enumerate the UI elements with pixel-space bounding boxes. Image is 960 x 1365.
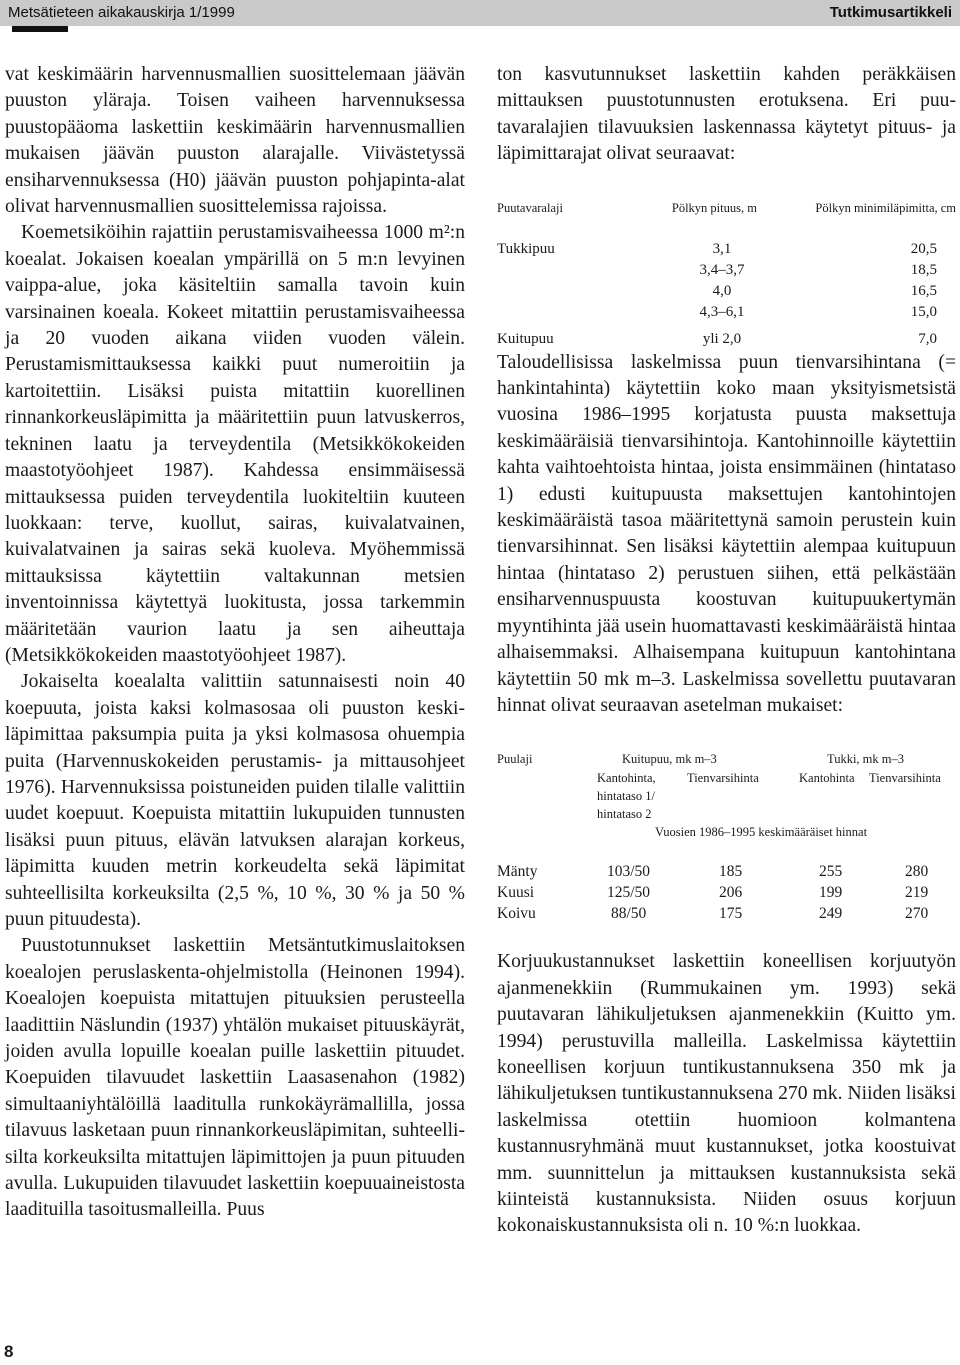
right-column xyxy=(497,62,956,1240)
table-cell xyxy=(497,260,647,281)
table-cell: 206 xyxy=(719,884,743,902)
header-accent-bar xyxy=(12,26,68,32)
paragraph: Jokaiselta koealalta valittiin satunnaisesti noin 40 koepuuta, joista kaksi kolmasosaa oli puuston keskiläpimittaa paksumpia puita ja yksi kolmasosa ohuempia puita (Harvennuskokeiden perustamis- ja mittausohjeet 1976). Harvennuksissa poistuneiden puiden tilalle valittiin uudet koepuut. Koepuista mitattiin lukupuiden tunnusten lisäksi puun pituus, elävän latvuksen alarajan korkeus, läpimitta kuuden metrin korkeudelta sekä läpimitat suhteellisilta korkeuksilta (2,5 %, 10 %, 30 % ja 50 % puun pituudesta). xyxy=(5,671,465,930)
header-cell: Pölkyn minimiläpimitta, cm xyxy=(815,200,957,215)
table-cell: 4,0 xyxy=(712,282,732,299)
table-cell: 270 xyxy=(905,905,929,923)
dimension-table xyxy=(497,198,956,350)
table-cell: 3,1 xyxy=(712,240,732,257)
table-cell: Kuitupuu xyxy=(497,330,554,347)
page-number: 8 xyxy=(4,1342,14,1361)
paragraph: Koemetsiköihin rajattiin perustamisvaiheessa 1000 m²:n koealat. Jokaisen koealan ympärillä on 5 m:n levyinen vaippa-alue, joka käsiteltiin samalla tavoin kuin varsinainen koeala. Kokeet mitattiin perustamisvaiheessa ja 20 vuoden aikana viiden vuoden välein. Perustamismittauksessa kaikki puut numeroitiin ja kartoitettiin. Lisäksi puista mitattiin kuorellinen rinnankorkeusläpimitta ja määritettiin puun latvuskerros, tekninen laatu ja terveydentila (Metsikkökokeiden maastotyöohjeet 1987). Kahdessa ensimmäisessä mittauksessa puiden terveydentila luokiteltiin kuuteen luokkaan: terve, kuollut, sairas, kuivalatvainen, kuivalatvainen ja sairas sekä kuoleva. Myöhemmissä mittauksissa käytettiin valtakunnan metsien inventoinnissa käytettyä luokitusta, jossa tarkemmin määritetään vaurion laatu ja sen aiheuttaja (Metsikkökokeiden maastotyöohjeet 1987). xyxy=(5,222,465,666)
section-label: Tutkimusartikkeli xyxy=(829,4,952,21)
paragraph: Puustotunnukset laskettiin Metsäntutkimuslaitoksen koealojen peruslaskenta-ohjelmistolla (Heinonen 1994). Koealojen koepuista mitattujen pituuksien perusteella laadittiin Näslundin (1937) yhtälön mukaiset pituuskäyrät, joiden avulla lopuille koealan puille laskettiin pituudet. Koepuiden tilavuudet laskettiin Laasasenahon (1982) simultaaniyhtälöillä laaditulla runkokäyrämallilla, jossa tilavuus lasketaan puun rinnankorkeusläpimitan, suhteellisilta korkeuksilta mitattujen läpimittojen ja puun pituuden avulla. Lukupuiden tilavuudet laskettiin koepuuaineistosta laadituilla tasoitusmalleilla. Puus xyxy=(5,935,465,1221)
table-cell: 4,3–6,1 xyxy=(699,303,745,320)
table-row xyxy=(497,260,956,281)
header-cell: Puutavaralaji xyxy=(497,200,563,215)
table-cell: 185 xyxy=(719,863,743,881)
header-cell: Puulaji xyxy=(497,752,533,767)
table-cell: 280 xyxy=(905,863,929,881)
table-cell: 20,5 xyxy=(910,240,937,257)
header-cell: Vuosien 1986–1995 keskimääräiset hinnat xyxy=(655,825,868,840)
header-cell: hintataso 2 xyxy=(597,807,652,822)
left-column xyxy=(5,62,465,1224)
paragraph: Korjuukustannukset laskettiin koneellisen korjuutyön ajanmenekkiin (Rummukainen ym. 1993) sekä puutavaran lähikuljetuksen ajanmenekkiin (Kuitto ym. 1994) perustuvilla malleilla. Laskelmissa käytettiin koneellisen korjuun tuntikustannuksena 350 mk ja lähikuljetuksen tuntikustannuksena 270 mk. Niiden lisäksi laskelmissa otettiin huomioon kolmantena kustannusryhmänä muut kustannukset, jotka koostuivat mm. suunnittelun ja mittauksen kustannuksista sekä kiinteistä kustannuksista. Niiden osuus korjuun kokonaiskustannuksista oli n. 10 %:n luokkaa. xyxy=(497,951,956,1237)
table-cell: Kuusi xyxy=(497,884,535,902)
table-cell: 16,5 xyxy=(910,282,937,299)
table-cell: 18,5 xyxy=(910,261,937,278)
table-cell: Koivu xyxy=(497,905,536,923)
table-cell: 175 xyxy=(719,905,743,923)
header-cell: Kantohinta, xyxy=(597,771,656,786)
table-row xyxy=(497,302,956,323)
table-cell xyxy=(497,302,647,323)
table-cell: yli 2,0 xyxy=(702,330,742,347)
paragraph: Taloudellisissa laskelmissa puun tienvarsihintana (= hankintahinta) käytettiin koko maan yksityismetsistä vuosina 1986–1995 korjatusta puusta maksettuja keskimääräisiä tienvarsihintoja. Kantohinnoille käytettiin kahta vaihtoehtoista hintaa, joista ensimmäinen (hintataso 1) edusti kuitupuusta maksettujen kantohintojen keskimääräistä tasoa määritettynä samoin perustein kuin tienvarsihinnat. Sen lisäksi käytettiin alempaa kuitupuun hintaa (hintataso 2) perustuen siihen, että pelkästään ensiharvennuspuusta koostuvan kuitupuukertymän myyntihinta jää usein huomattavasti keskimääräistä hintaa alhaisemmaksi. Alhaisempana kuitupuun kantohintana käytettiin 50 mk m–3. Laskelmissa sovellettu puutavaran hinnat olivat seuraavan asetelman mukaiset: xyxy=(497,351,956,716)
table-cell: 219 xyxy=(905,884,929,902)
header-cell: Tienvarsihinta xyxy=(687,771,759,786)
table-row xyxy=(497,329,956,350)
table-cell: 125/50 xyxy=(607,884,651,902)
paragraph: vat keskimäärin harvennusmallien suosittelemaan jäävän puuston yläraja. Toisen vaiheen harvennuksessa puustopääoma laskettiin keskimäärin harvennusmallien mukaisen jäävän puuston alarajalle. Viivästetyssä ensiharvennuksessa (H0) jäävän puuston pohjapinta-alat olivat harvennusmallien suosittelemissa rajoissa. xyxy=(5,64,465,218)
price-table xyxy=(497,749,956,949)
paragraph: ton kasvutunnukset laskettiin kahden peräkkäisen mittauksen puustotunnusten erotuksena. Eri puutavaralajien tilavuuksien laskennassa käytetyt pituus- ja läpimittarajat olivat seuraavat: xyxy=(497,64,956,165)
table-row xyxy=(497,281,956,302)
page-header xyxy=(0,0,960,26)
table-header xyxy=(497,198,956,219)
header-cell: Tukki, mk m–3 xyxy=(827,752,904,767)
table-cell xyxy=(497,281,647,302)
table-cell: Mänty xyxy=(497,863,538,881)
table-cell: 7,0 xyxy=(918,330,937,347)
header-cell: Tienvarsihinta xyxy=(869,771,941,786)
table-cell: 199 xyxy=(819,884,843,902)
table-cell: 3,4–3,7 xyxy=(699,261,745,278)
table-cell: 88/50 xyxy=(611,905,647,923)
table-cell: Tukkipuu xyxy=(497,240,555,257)
header-cell: hintataso 1/ xyxy=(597,789,655,804)
header-cell: Pölkyn pituus, m xyxy=(671,200,757,215)
table-cell: 15,0 xyxy=(910,303,937,320)
journal-title: Metsätieteen aikakauskirja 1/1999 xyxy=(8,4,235,21)
table-cell: 249 xyxy=(819,905,843,923)
table-row xyxy=(497,239,956,260)
header-cell: Kuitupuu, mk m–3 xyxy=(622,752,717,767)
table-cell: 255 xyxy=(819,863,843,881)
table-cell: 103/50 xyxy=(607,863,651,881)
header-cell: Kantohinta xyxy=(799,771,855,786)
